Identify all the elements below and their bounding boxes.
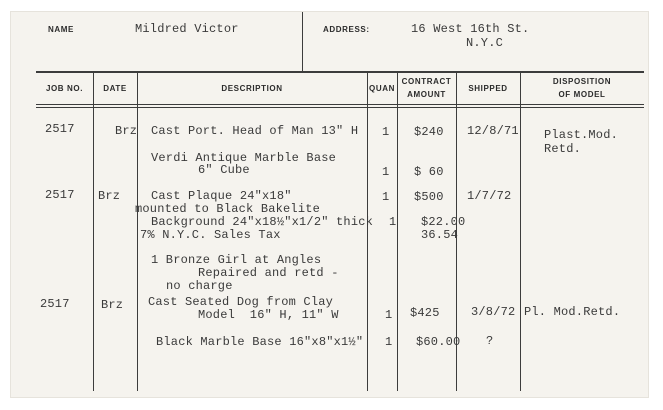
entry3-quan: 1	[382, 190, 390, 204]
col-divider-desc	[367, 73, 368, 391]
address-line1: 16 West 16th St.	[411, 22, 530, 36]
entry4-desc3: no charge	[166, 279, 233, 293]
col-divider-job	[93, 73, 94, 391]
entry6-desc: Black Marble Base 16"x8"x1½"	[156, 335, 364, 349]
entry6-amount: $60.00	[416, 335, 461, 349]
entry1-date: Brz	[115, 124, 138, 138]
entry4-desc2: Repaired and retd -	[198, 266, 339, 280]
entry3-date: Brz	[98, 189, 121, 203]
entry2-desc2: 6" Cube	[198, 163, 250, 177]
entry5-amount: $425	[410, 306, 440, 320]
col-divider-date	[137, 73, 138, 391]
col-quan: QUAN	[369, 84, 395, 93]
name-label: NAME	[48, 25, 74, 34]
entry1-disp2: Retd.	[544, 142, 582, 156]
entry3-desc3: Background 24"x18½"x1/2" thick	[151, 215, 374, 229]
entry5-date: Brz	[101, 298, 124, 312]
entry4-desc1: 1 Bronze Girl at Angles	[151, 253, 322, 267]
entry3-desc2: mounted to Black Bakelite	[135, 202, 321, 216]
col-divider-quan	[397, 73, 398, 391]
entry5-disp: Pl. Mod.Retd.	[524, 305, 621, 319]
record-card	[11, 12, 648, 397]
entry3-job: 2517	[45, 188, 75, 202]
entry3-desc1: Cast Plaque 24"x18"	[151, 189, 292, 203]
col-job-no: JOB NO.	[45, 84, 84, 93]
col-date: DATE	[103, 84, 127, 93]
entry5-desc1: Cast Seated Dog from Clay	[148, 295, 334, 309]
entry3-desc4: 7% N.Y.C. Sales Tax	[140, 228, 281, 242]
entry1-job: 2517	[45, 122, 75, 136]
address-line2: N.Y.C	[466, 36, 504, 50]
col-description: DESCRIPTION	[221, 84, 283, 93]
entry6-quan: 1	[385, 335, 393, 349]
entry5-shipped: 3/8/72	[471, 305, 516, 319]
table-header-rule	[36, 104, 644, 105]
entry3-quan2: 1	[389, 215, 397, 229]
entry3-amount2: $22.00	[421, 215, 466, 229]
entry1-shipped: 12/8/71	[467, 124, 519, 138]
col-divider-shipped	[520, 73, 521, 391]
entry2-desc1: Verdi Antique Marble Base	[151, 151, 337, 165]
entry5-job: 2517	[40, 297, 70, 311]
header-divider	[302, 12, 303, 72]
table-header-rule-2	[36, 107, 644, 108]
entry1-quan: 1	[382, 125, 390, 139]
entry3-amount: $500	[414, 190, 444, 204]
entry5-desc2: Model 16" H, 11" W	[198, 308, 339, 322]
table-top-rule	[36, 71, 644, 73]
col-contract: CONTRACT	[401, 77, 452, 86]
name-value: Mildred Victor	[135, 22, 239, 36]
entry1-disp1: Plast.Mod.	[544, 128, 619, 142]
col-amount: AMOUNT	[407, 90, 446, 99]
col-disposition: DISPOSITION	[552, 77, 612, 86]
entry1-desc: Cast Port. Head of Man 13" H	[151, 124, 359, 138]
entry3-amount3: 36.54	[421, 228, 459, 242]
entry3-shipped: 1/7/72	[467, 189, 512, 203]
col-shipped: SHIPPED	[468, 84, 508, 93]
entry2-quan: 1	[382, 165, 390, 179]
entry1-amount: $240	[414, 125, 444, 139]
entry6-shipped: ?	[486, 334, 494, 348]
entry5-quan: 1	[385, 308, 393, 322]
col-of-model: OF MODEL	[558, 90, 606, 99]
address-label: ADDRESS:	[323, 25, 370, 34]
entry2-amount: $ 60	[414, 165, 444, 179]
